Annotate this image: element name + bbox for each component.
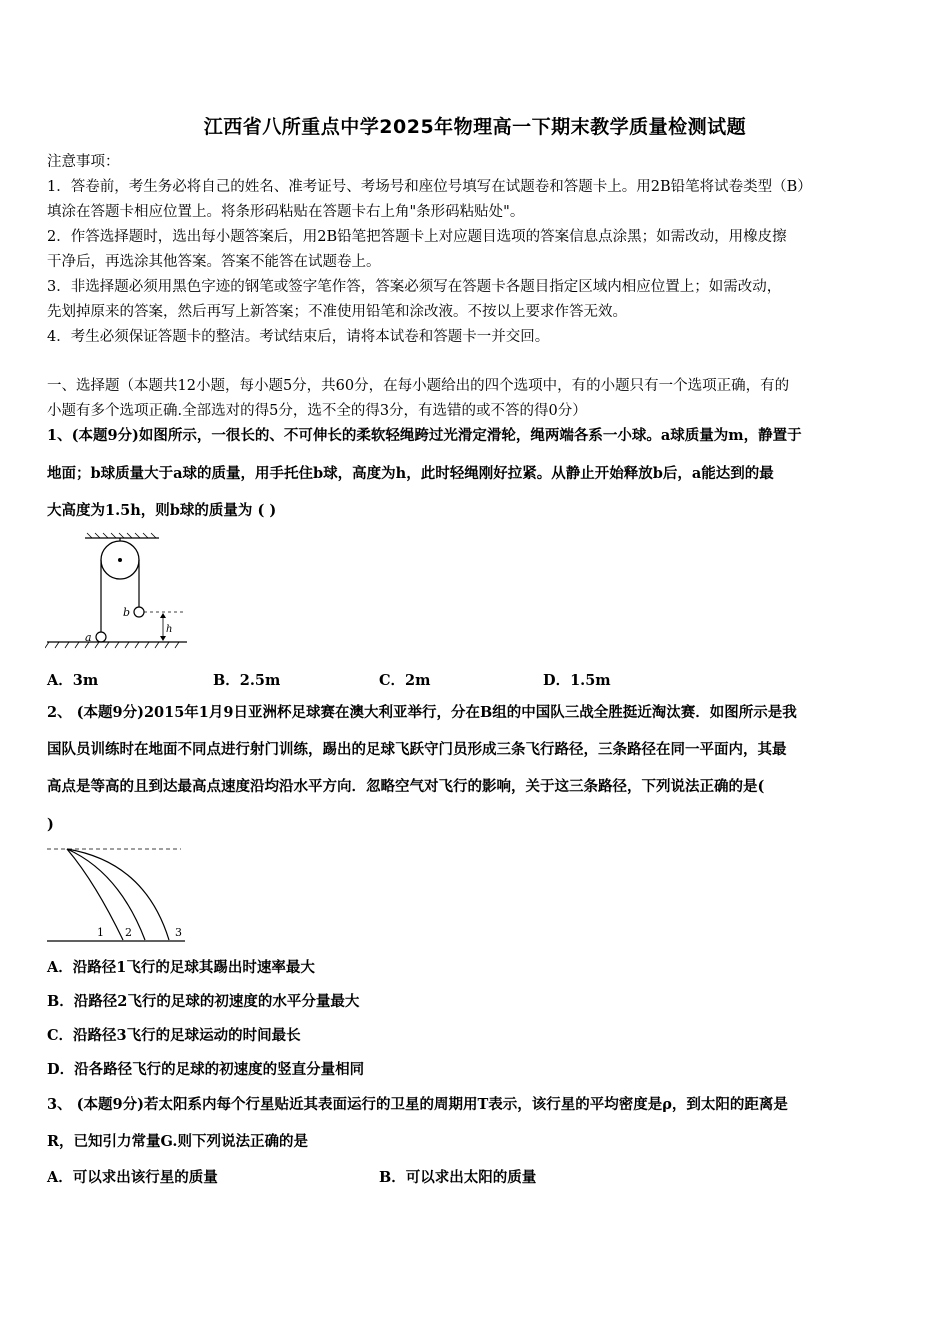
- q3-text: 3、 (本题9分)若太阳系内每个行星贴近其表面运行的卫星的周期用T表示，该行星的平均密度是ρ，到太阳的距离是: [47, 1096, 788, 1113]
- q2-text: 高点是等高的且到达最高点速度沿均沿水平方向．忽略空气对飞行的影响，关于这三条路径，下列说法正确的是(: [47, 778, 765, 795]
- q1-option-a: A．3m: [47, 672, 99, 689]
- notice-line: 填涂在答题卡相应位置上。将条形码粘贴在答题卡右上角"条形码粘贴处"。: [47, 204, 525, 220]
- q1-option-d: D．1.5m: [543, 672, 611, 689]
- q2-path-label-3: 3: [175, 926, 182, 939]
- q1-label-h: h: [166, 624, 173, 635]
- q2-option-a: A．沿路径1飞行的足球其踢出时速率最大: [47, 959, 315, 976]
- q2-option-d: D．沿各路径飞行的足球的初速度的竖直分量相同: [47, 1061, 365, 1078]
- q2-text: 国队员训练时在地面不同点进行射门训练，踢出的足球飞跃守门员形成三条飞行路径，三条路径在同一平面内，其最: [47, 741, 787, 758]
- notice-line: 2．作答选择题时，选出每小题答案后，用2B铅笔把答题卡上对应题目选项的答案信息点涂黑；如需改动，用橡皮擦: [47, 229, 787, 245]
- q1-label-a: a: [85, 631, 92, 644]
- q3-option-b: B．可以求出太阳的质量: [379, 1169, 537, 1186]
- q2-path-label-2: 2: [125, 926, 132, 939]
- notice-line: 4．考生必须保证答题卡的整洁。考试结束后，请将本试卷和答题卡一并交回。: [47, 329, 550, 345]
- q1-pulley-figure: [45, 532, 195, 654]
- notice-heading: 注意事项：: [47, 154, 120, 170]
- q1-text: 大高度为1.5h，则b球的质量为 ( ): [47, 502, 277, 519]
- notice-line: 3．非选择题必须用黑色字迹的钢笔或签字笔作答，答案必须写在答题卡各题目指定区域内相应位置上；如需改动，: [47, 279, 782, 295]
- notice-line: 1．答卷前，考生务必将自己的姓名、准考证号、考场号和座位号填写在试题卷和答题卡上。用2B铅笔将试卷类型（B）: [47, 179, 812, 195]
- q2-text: ): [47, 816, 54, 833]
- q1-option-b: B．2.5m: [213, 672, 281, 689]
- q3-text: R，已知引力常量G.则下列说法正确的是: [47, 1133, 308, 1150]
- notice-line: 先划掉原来的答案，然后再写上新答案；不准使用铅笔和涂改液。不按以上要求作答无效。: [47, 304, 627, 320]
- section-heading: 小题有多个选项正确.全部选对的得5分，选不全的得3分，有选错的或不答的得0分）: [47, 403, 587, 419]
- q2-trajectory-figure: [45, 842, 190, 946]
- page-title: 江西省八所重点中学2025年物理高一下期末教学质量检测试题: [203, 116, 747, 138]
- q1-label-b: b: [123, 606, 131, 619]
- q2-path-label-1: 1: [97, 926, 104, 939]
- q1-text: 地面；b球质量大于a球的质量，用手托住b球，高度为h，此时轻绳刚好拉紧。从静止开始释放b后，a能达到的最: [47, 465, 774, 482]
- q1-text: 1、(本题9分)如图所示，一很长的、不可伸长的柔软轻绳跨过光滑定滑轮，绳两端各系一小球。a球质量为m，静置于: [47, 427, 802, 444]
- q2-text: 2、 (本题9分)2015年1月9日亚洲杯足球赛在澳大利亚举行，分在B组的中国队三战全胜挺近淘汰赛．如图所示是我: [47, 704, 797, 721]
- q1-option-c: C．2m: [379, 672, 431, 689]
- q2-option-c: C．沿路径3飞行的足球运动的时间最长: [47, 1027, 301, 1044]
- notice-line: 干净后，再选涂其他答案。答案不能答在试题卷上。: [47, 254, 381, 270]
- section-heading: 一、选择题（本题共12小题，每小题5分，共60分，在每小题给出的四个选项中，有的小题只有一个选项正确，有的: [47, 378, 790, 394]
- q3-option-a: A．可以求出该行星的质量: [47, 1169, 218, 1186]
- q2-option-b: B．沿路径2飞行的足球的初速度的水平分量最大: [47, 993, 360, 1010]
